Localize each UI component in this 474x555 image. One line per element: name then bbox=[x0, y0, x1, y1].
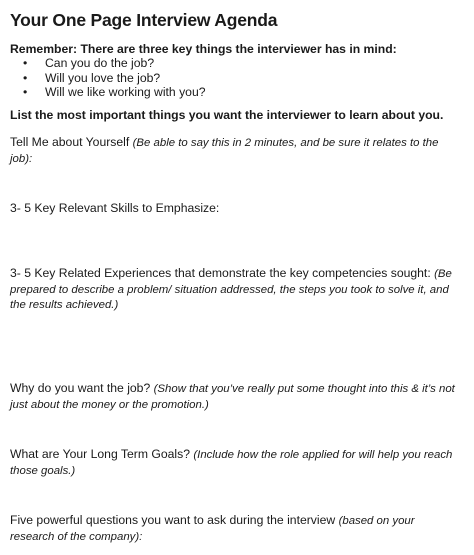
list-item: • Can you do the job? bbox=[20, 56, 206, 71]
section-why-this-job bbox=[10, 381, 458, 412]
section-tell-me-about-yourself bbox=[10, 135, 458, 166]
section-hint: (based on your research of the company): bbox=[10, 515, 415, 543]
section-label: 3- 5 Key Related Experiences that demonstrate the key competencies sought: bbox=[10, 266, 435, 280]
section-label: Why do you want the job? bbox=[10, 381, 154, 395]
section-hint: (Be able to say this in 2 minutes, and be sure it relates to the job): bbox=[10, 137, 439, 165]
list-heading: List the most important things you want the interviewer to learn about you. bbox=[10, 108, 444, 122]
list-item: • Will you love the job? bbox=[20, 71, 206, 86]
section-label: Five powerful questions you want to ask during the interview bbox=[10, 513, 339, 527]
section-key-experiences bbox=[10, 266, 458, 313]
section-label: Tell Me about Yourself bbox=[10, 135, 133, 149]
section-label: What are Your Long Term Goals? bbox=[10, 447, 194, 461]
reminder-list bbox=[20, 56, 206, 100]
section-long-term-goals bbox=[10, 447, 458, 478]
reminder-heading: Remember: There are three key things the interviewer has in mind: bbox=[10, 42, 397, 56]
page-title: Your One Page Interview Agenda bbox=[10, 10, 278, 30]
section-hint: (Include how the role applied for will help you reach those goals.) bbox=[10, 449, 453, 477]
section-key-skills bbox=[10, 201, 458, 217]
section-label: 3- 5 Key Relevant Skills to Emphasize: bbox=[10, 201, 220, 215]
list-item: • Will we like working with you? bbox=[20, 85, 206, 100]
section-hint: (Show that you’ve really put some thought into this & it’s not just about the money or the promotion.) bbox=[10, 383, 455, 411]
section-questions-to-ask bbox=[10, 513, 458, 544]
section-hint: (Be prepared to describe a problem/ situation addressed, the steps you took to solve it, and the results achieved.) bbox=[10, 268, 452, 311]
